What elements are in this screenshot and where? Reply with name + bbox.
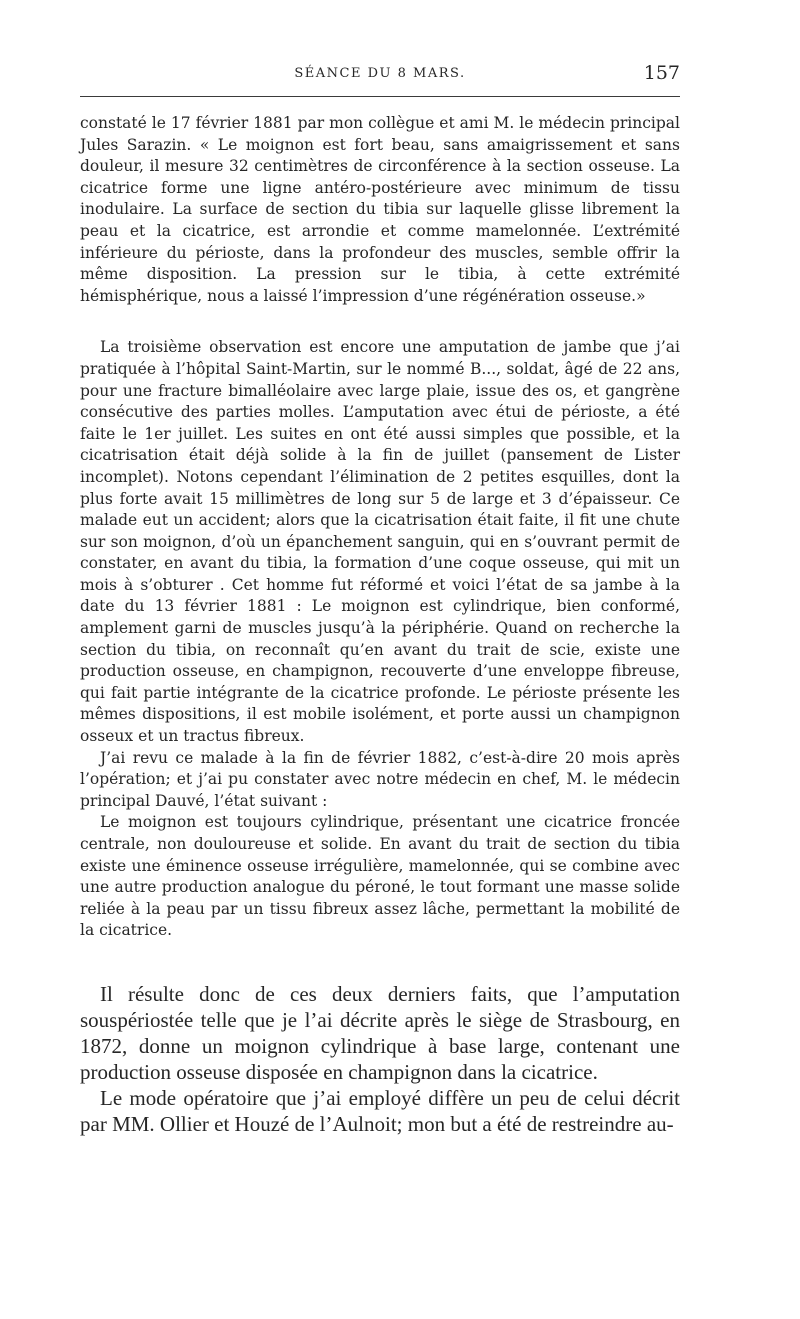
paragraph-observation-end: constaté le 17 février 1881 par mon collègue et ami M. le médecin principal Jules Sarazin. « Le moignon est fort beau, sans amaigrissement et sans douleur, il mesure 32 centimètres de circonférence à la section osseuse. La cicatrice forme une ligne antéro-postérieure avec minimum de tissu inodulaire. La surface de section du tibia sur laquelle glisse librement la peau et la cicatrice, est arrondie et comme mamelonnée. L’extrémité inférieure du périoste, dans la profondeur des muscles, semble offrir la même disposition. La pression sur le tibia, à cette extrémité hémisphérique, nous a laissé l’impression d’une régénération osseuse.» [80, 114, 680, 305]
running-head [80, 62, 680, 86]
paragraph-revisit: J’ai revu ce malade à la fin de février 1882, c’est-à-dire 20 mois après l’opération; et j’ai pu constater avec notre médecin en chef, M. le médecin principal Dauvé, l’état suivant : [80, 748, 680, 810]
paragraph-conclusion: Il résulte donc de ces deux derniers faits, que l’amputation souspériostée telle que je l’ai décrite après le siège de Strasbourg, en 1872, donne un moignon cylindrique à base large, contenant une production osseuse disposée en champignon dans la cicatrice. [80, 981, 680, 1084]
running-title: SÉANCE DU 8 MARS. [294, 66, 466, 81]
header-rule [80, 96, 680, 97]
body-text [80, 113, 680, 1313]
page-number: 157 [643, 62, 680, 84]
paragraph-third-observation: La troisième observation est encore une amputation de jambe que j’ai pratiquée à l’hôpital Saint-Martin, sur le nommé B..., soldat, âgé de 22 ans, pour une fracture bimalléolaire avec large plaie, issue des os, et gangrène consécutive des parties molles. L’amputation avec étui de périoste, a été faite le 1er juillet. Les suites en ont été aussi simples que possible, et la cicatrisation était déjà solide à la fin de juillet (pansement de Lister incomplet). Notons cependant l’élimination de 2 petites esquilles, dont la plus forte avait 15 millimètres de long sur 5 de large et 3 d’épaisseur. Ce malade eut un accident; alors que la cicatrisation était faite, il fit une chute sur son moignon, d’où un épanchement sanguin, qui en s’ouvrant permit de constater, en avant du tibia, la formation d’une coque osseuse, qui mit un mois à s’obturer . Cet homme fut réformé et voici l’état de sa jambe à la date du 13 février 1881 : Le moignon est cylindrique, bien conformé, amplement garni de muscles jusqu’à la périphérie. Quand on recherche la section du tibia, on reconnaît qu’en avant du trait de scie, existe une production osseuse, en champignon, recouverte d’une enveloppe fibreuse, qui fait partie intégrante de la cicatrice profonde. Le périoste présente les mêmes dispositions, il est mobile isolément, et porte aussi un champignon osseux et un tractus fibreux. [80, 338, 680, 746]
paragraph-stump-state: Le moignon est toujours cylindrique, présentant une cicatrice froncée centrale, non douloureuse et solide. En avant du trait de section du tibia existe une éminence osseuse irrégulière, mamelonnée, qui se combine avec une autre production analogue du péroné, le tout formant une masse solide reliée à la peau par un tissu fibreux assez lâche, permettant la mobilité de la cicatrice. [80, 813, 680, 940]
paragraph-operative-mode: Le mode opératoire que j’ai employé diffère un peu de celui décrit par MM. Ollier et Houzé de l’Aulnoit; mon but a été de restreindre au- [80, 1085, 680, 1136]
